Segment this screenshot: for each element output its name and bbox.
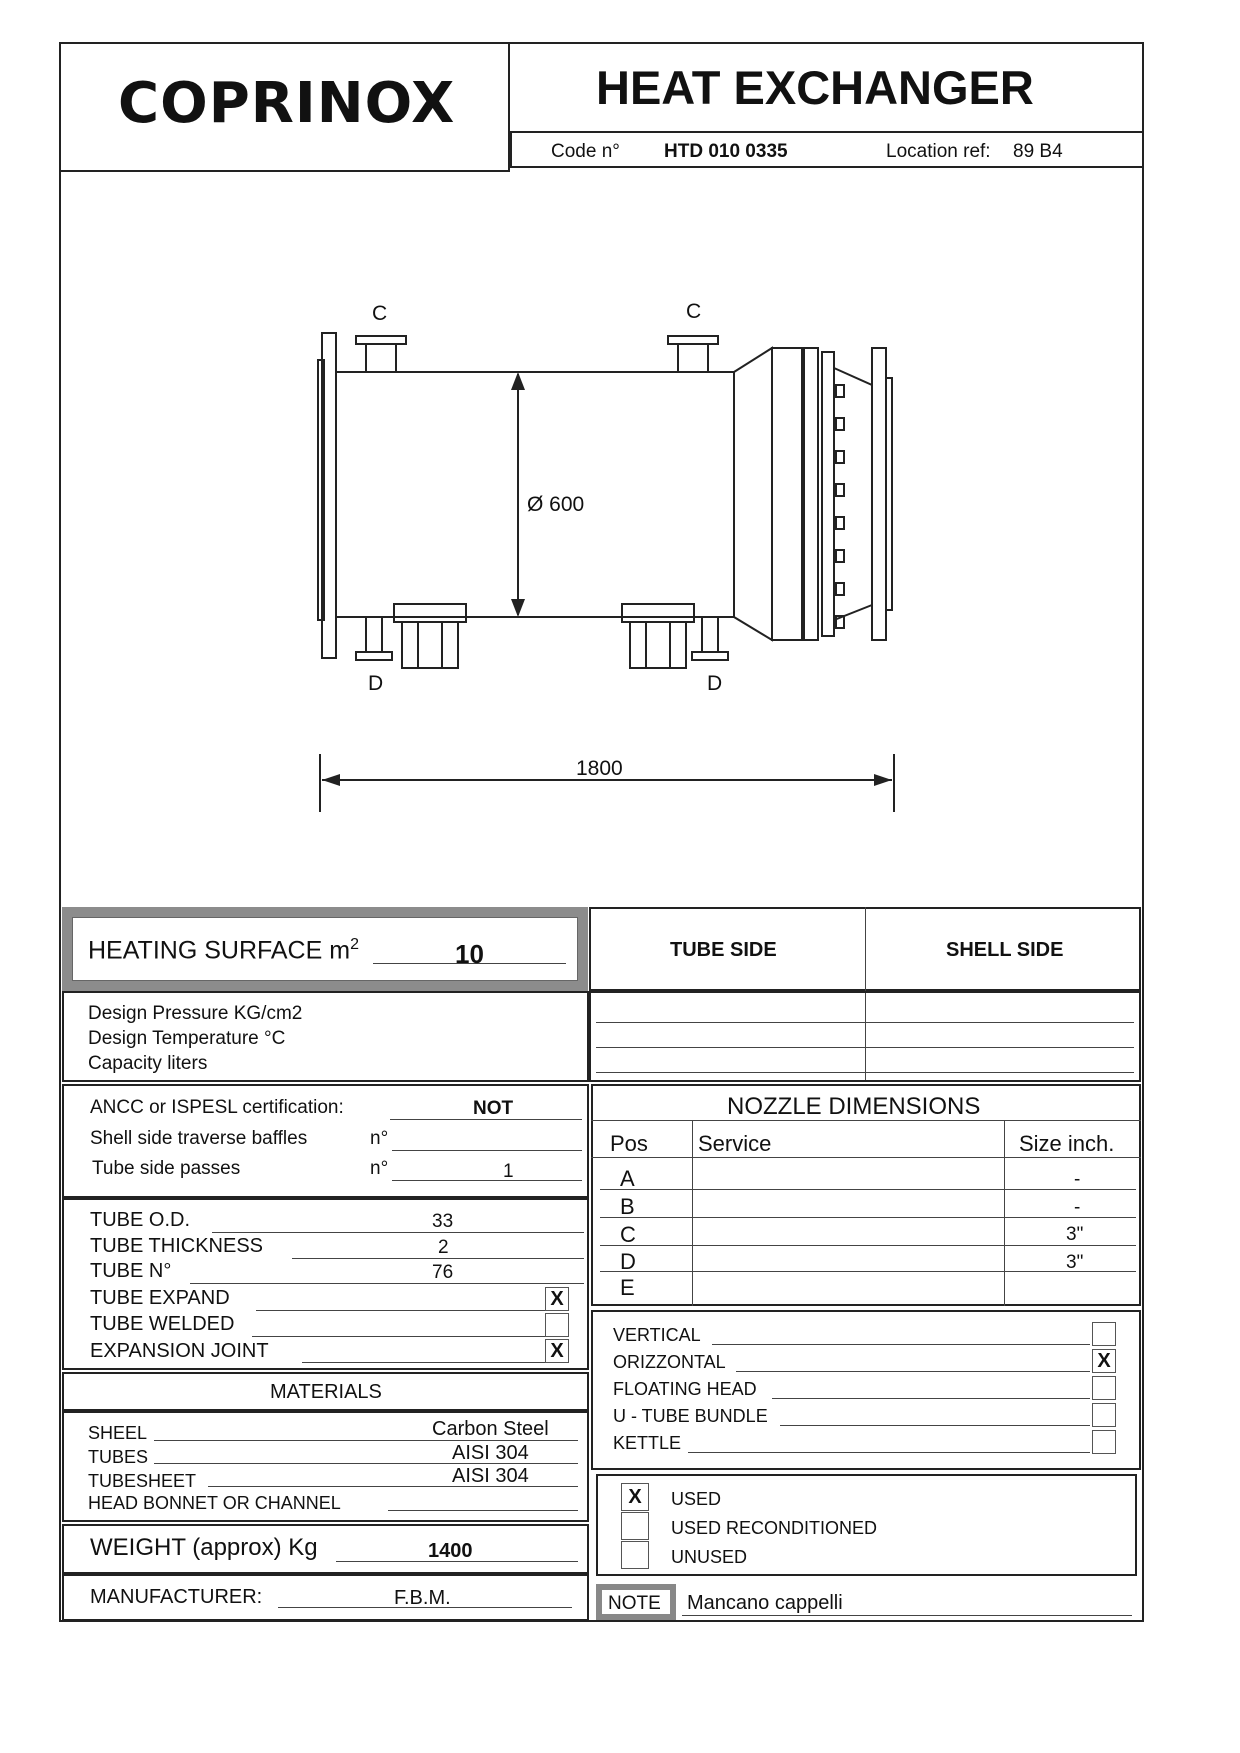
- used-reconditioned-checkbox[interactable]: [621, 1512, 649, 1540]
- shell-side-header: SHELL SIDE: [946, 939, 1064, 961]
- nozzle-row-size: 3": [1066, 1224, 1084, 1245]
- vertical-line: [712, 1344, 1090, 1345]
- ancc-label: ANCC or ISPESL certification:: [90, 1097, 344, 1118]
- used-checkbox[interactable]: X: [621, 1483, 649, 1511]
- ancc-line: [390, 1119, 582, 1120]
- u-tube-checkbox[interactable]: [1092, 1403, 1116, 1427]
- tubes-material-value: AISI 304: [452, 1442, 529, 1464]
- used-label: USED: [671, 1489, 722, 1509]
- passes-label: Tube side passes: [92, 1158, 241, 1179]
- nozzle-row-line: [600, 1245, 1136, 1246]
- baffles-n: n°: [370, 1128, 389, 1149]
- nozzle-title-line: [591, 1120, 1141, 1121]
- location-value: 89 B4: [1013, 141, 1063, 162]
- nozzle-row-pos: E: [620, 1275, 635, 1300]
- floating-head-line: [772, 1398, 1090, 1399]
- unused-label: UNUSED: [671, 1547, 748, 1567]
- used-reconditioned-label: USED RECONDITIONED: [671, 1518, 878, 1538]
- manufacturer-label: MANUFACTURER:: [90, 1586, 263, 1608]
- ancc-value: NOT: [473, 1098, 514, 1119]
- nozzle-row-size: -: [1074, 1169, 1081, 1190]
- passes-line: [392, 1180, 582, 1181]
- baffles-line: [392, 1150, 582, 1151]
- nozzle-row-size: -: [1074, 1197, 1081, 1218]
- capacity-label: Capacity liters: [88, 1053, 208, 1074]
- tubesheet-material-value: AISI 304: [452, 1465, 529, 1487]
- design-line-1: [596, 1022, 1134, 1023]
- kettle-label: KETTLE: [613, 1433, 682, 1453]
- nozzle-row-pos: A: [620, 1166, 635, 1191]
- note-line: [682, 1615, 1132, 1616]
- nozzle-row-pos: C: [620, 1222, 636, 1247]
- note-label: NOTE: [608, 1593, 661, 1614]
- shell-material-label: SHEEL: [88, 1423, 148, 1443]
- nozzle-row-pos: D: [620, 1249, 636, 1274]
- tubes-material-label: TUBES: [88, 1447, 149, 1467]
- horizontal-label: ORIZZONTAL: [613, 1352, 726, 1372]
- code-label: Code n°: [551, 141, 620, 162]
- tube-expand-checkbox[interactable]: X: [545, 1287, 569, 1311]
- floating-head-label: FLOATING HEAD: [613, 1379, 757, 1399]
- expansion-joint-label: EXPANSION JOINT: [90, 1340, 269, 1362]
- tube-n-label: TUBE N°: [90, 1260, 172, 1282]
- nozzle-label-c-left: C: [372, 302, 388, 325]
- weight-label: WEIGHT (approx) Kg: [90, 1534, 318, 1561]
- head-bonnet-line: [388, 1510, 578, 1511]
- nozzle-title: NOZZLE DIMENSIONS: [727, 1093, 981, 1120]
- tube-od-line: [212, 1232, 584, 1233]
- baffles-label: Shell side traverse baffles: [90, 1128, 308, 1149]
- nozzle-col-size: Size inch.: [1019, 1131, 1115, 1156]
- nozzle-col-divider-1: [692, 1120, 693, 1306]
- u-tube-label: U - TUBE BUNDLE: [613, 1406, 768, 1426]
- nozzle-col-divider-2: [1004, 1120, 1005, 1306]
- u-tube-line: [780, 1425, 1090, 1426]
- expansion-joint-checkbox[interactable]: X: [545, 1339, 569, 1363]
- nozzle-row-size: 3": [1066, 1252, 1084, 1273]
- shell-material-line: [154, 1440, 578, 1441]
- code-value: HTD 010 0335: [664, 141, 788, 162]
- nozzle-row-pos: B: [620, 1194, 635, 1219]
- heating-surface-label: HEATING SURFACE $m^2$: [88, 936, 359, 965]
- tube-od-value: 33: [432, 1211, 454, 1232]
- design-line-2: [596, 1047, 1134, 1048]
- design-line-3: [596, 1072, 1134, 1073]
- location-label: Location ref:: [886, 141, 991, 162]
- tube-welded-line: [252, 1336, 546, 1337]
- vertical-label: VERTICAL: [613, 1325, 701, 1345]
- tube-n-value: 76: [432, 1262, 454, 1283]
- design-pressure-label: Design Pressure KG/cm2: [88, 1003, 303, 1024]
- weight-value: 1400: [428, 1540, 473, 1562]
- page-title: HEAT EXCHANGER: [596, 61, 1034, 114]
- company-logo: COPRINOX: [118, 71, 456, 136]
- floating-head-checkbox[interactable]: [1092, 1376, 1116, 1400]
- nozzle-row-line: [600, 1271, 1136, 1272]
- passes-n: n°: [370, 1158, 389, 1179]
- tube-thickness-line: [292, 1258, 584, 1259]
- expansion-joint-line: [302, 1362, 546, 1363]
- heating-surface-value: 10: [455, 939, 484, 969]
- note-text: Mancano cappelli: [687, 1592, 843, 1614]
- design-box-right: [589, 991, 1141, 1082]
- tube-od-label: TUBE O.D.: [90, 1209, 191, 1231]
- nozzle-header-line: [591, 1157, 1141, 1158]
- design-temperature-label: Design Temperature °C: [88, 1028, 286, 1049]
- tube-welded-checkbox[interactable]: [545, 1313, 569, 1337]
- tube-expand-label: TUBE EXPAND: [90, 1287, 230, 1309]
- tube-expand-line: [256, 1310, 546, 1311]
- tube-side-header: TUBE SIDE: [670, 939, 777, 961]
- horizontal-line: [736, 1371, 1090, 1372]
- manufacturer-value: F.B.M.: [394, 1587, 451, 1609]
- kettle-checkbox[interactable]: [1092, 1430, 1116, 1454]
- kettle-line: [688, 1452, 1090, 1453]
- tube-thickness-value: 2: [438, 1237, 449, 1258]
- shell-material-value: Carbon Steel: [432, 1418, 549, 1440]
- nozzle-label-d-left: D: [368, 672, 384, 695]
- nozzle-label-d-right: D: [707, 672, 723, 695]
- materials-title: MATERIALS: [270, 1381, 382, 1403]
- unused-checkbox[interactable]: [621, 1541, 649, 1569]
- vertical-checkbox[interactable]: [1092, 1322, 1116, 1346]
- tubesheet-material-label: TUBESHEET: [88, 1471, 197, 1491]
- passes-value: 1: [503, 1161, 514, 1182]
- nozzle-col-pos: Pos: [610, 1131, 648, 1156]
- nozzle-row-line: [600, 1217, 1136, 1218]
- head-bonnet-label: HEAD BONNET OR CHANNEL: [88, 1493, 341, 1513]
- length-label: 1800: [576, 757, 623, 780]
- nozzle-row-line: [600, 1189, 1136, 1190]
- diameter-label: Ø 600: [527, 493, 585, 516]
- tube-n-line: [190, 1283, 584, 1284]
- nozzle-col-service: Service: [698, 1131, 772, 1156]
- horizontal-checkbox[interactable]: X: [1092, 1349, 1116, 1373]
- tube-thickness-label: TUBE THICKNESS: [90, 1235, 263, 1257]
- nozzle-label-c-right: C: [686, 300, 702, 323]
- tube-welded-label: TUBE WELDED: [90, 1313, 235, 1335]
